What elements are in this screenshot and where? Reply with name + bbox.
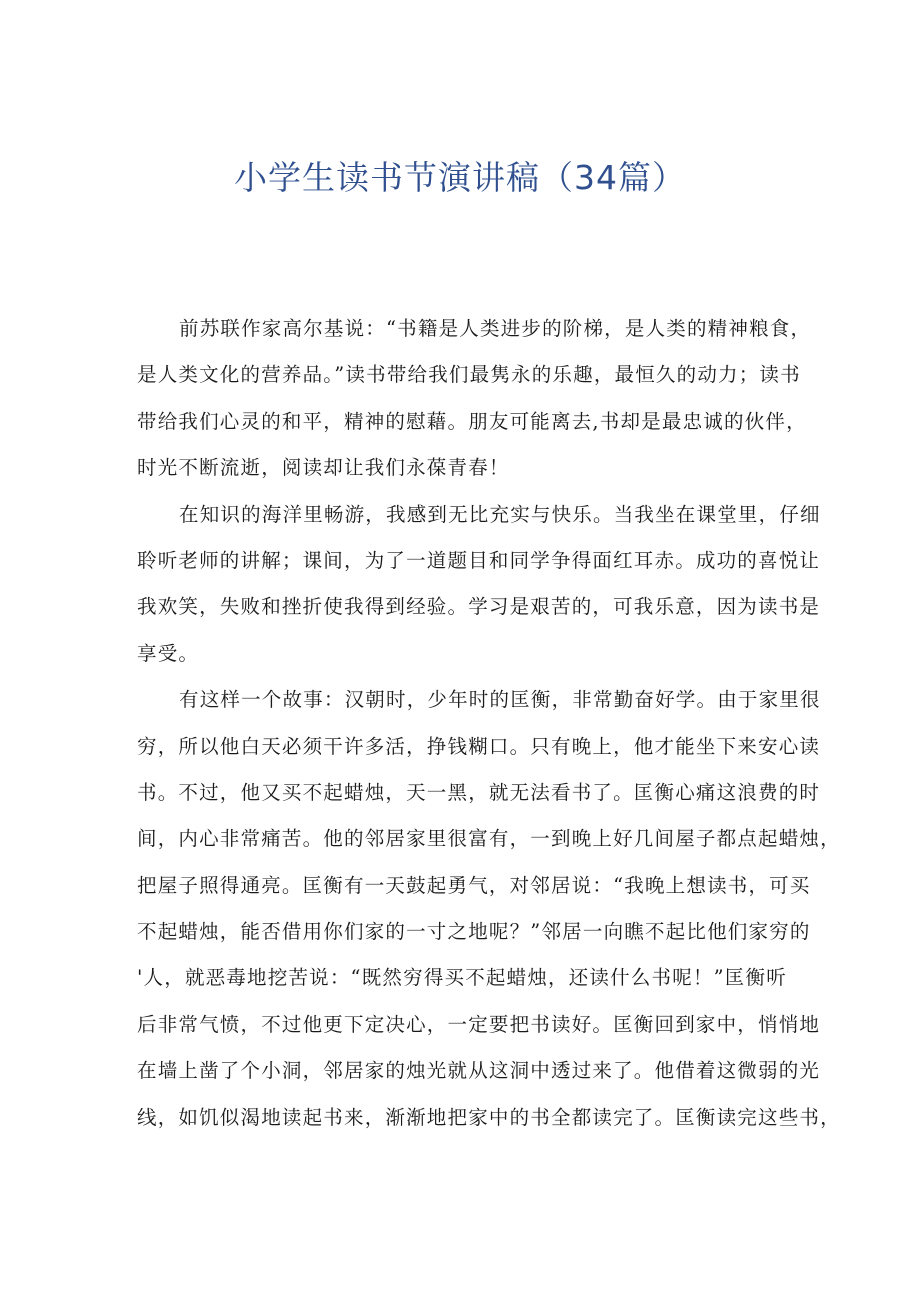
paragraph-2 xyxy=(137,492,821,678)
text-line: 穷，所以他白天必须干许多活，挣钱糊口。只有晚上，他才能坐下来安心读 xyxy=(137,734,821,758)
paragraph-1 xyxy=(137,306,812,492)
text-line: 前苏联作家高尔基说：“书籍是人类进步的阶梯，是人类的精神粮食， xyxy=(179,317,812,340)
text-line: 不起蜡烛，能否借用你们家的一寸之地呢？”邻居一向瞧不起比他们家穷的 xyxy=(137,920,811,944)
text-line: 后非常气愤，不过他更下定决心，一定要把书读好。匡衡回到家中，悄悄地 xyxy=(137,1012,821,1036)
text-line: 聆听老师的讲解；课间，为了一道题目和同学争得面红耳赤。成功的喜悦让 xyxy=(137,548,821,572)
text-line: 在墙上凿了个小洞，邻居家的烛光就从这洞中透过来了。他借着这微弱的光 xyxy=(137,1059,821,1083)
text-line: 是人类文化的营养品。”读书带给我们最隽永的乐趣，最恒久的动力；读书 xyxy=(137,363,801,387)
text-line: 线，如饥似渴地读起书来，渐渐地把家中的书全都读完了。匡衡读完这些书， xyxy=(137,1105,841,1129)
paragraph-3 xyxy=(137,677,841,1141)
text-line: 把屋子照得通亮。匡衡有一天鼓起勇气，对邻居说：“我晚上想读书，可买 xyxy=(137,873,811,897)
text-line: 时光不断流逝，阅读却让我们永葆青春！ xyxy=(137,456,510,480)
text-line: 享受。 xyxy=(137,641,200,665)
text-line: 我欢笑，失败和挫折使我得到经验。学习是艰苦的，可我乐意，因为读书是 xyxy=(137,595,821,619)
text-line: 间，内心非常痛苦。他的邻居家里很富有，一到晚上好几间屋子都点起蜡烛， xyxy=(137,827,841,851)
text-line: 书。不过，他又买不起蜡烛，天一黑，就无法看书了。匡衡心痛这浪费的时 xyxy=(137,780,821,804)
text-line: '人，就恶毒地挖苦说：“既然穷得买不起蜡烛，还读什么书呢！”匡衡听 xyxy=(137,966,787,990)
document-body xyxy=(137,306,841,1141)
text-line: 带给我们心灵的和平，精神的慰藉。朋友可能离去,书却是最忠诚的伙伴， xyxy=(137,409,807,433)
text-line: 有这样一个故事：汉朝时，少年时的匡衡，非常勤奋好学。由于家里很 xyxy=(179,688,821,712)
document-title: 小学生读书节演讲稿（34篇） xyxy=(234,158,686,197)
text-line: 在知识的海洋里畅游，我感到无比充实与快乐。当我坐在课堂里，仔细 xyxy=(179,502,821,526)
